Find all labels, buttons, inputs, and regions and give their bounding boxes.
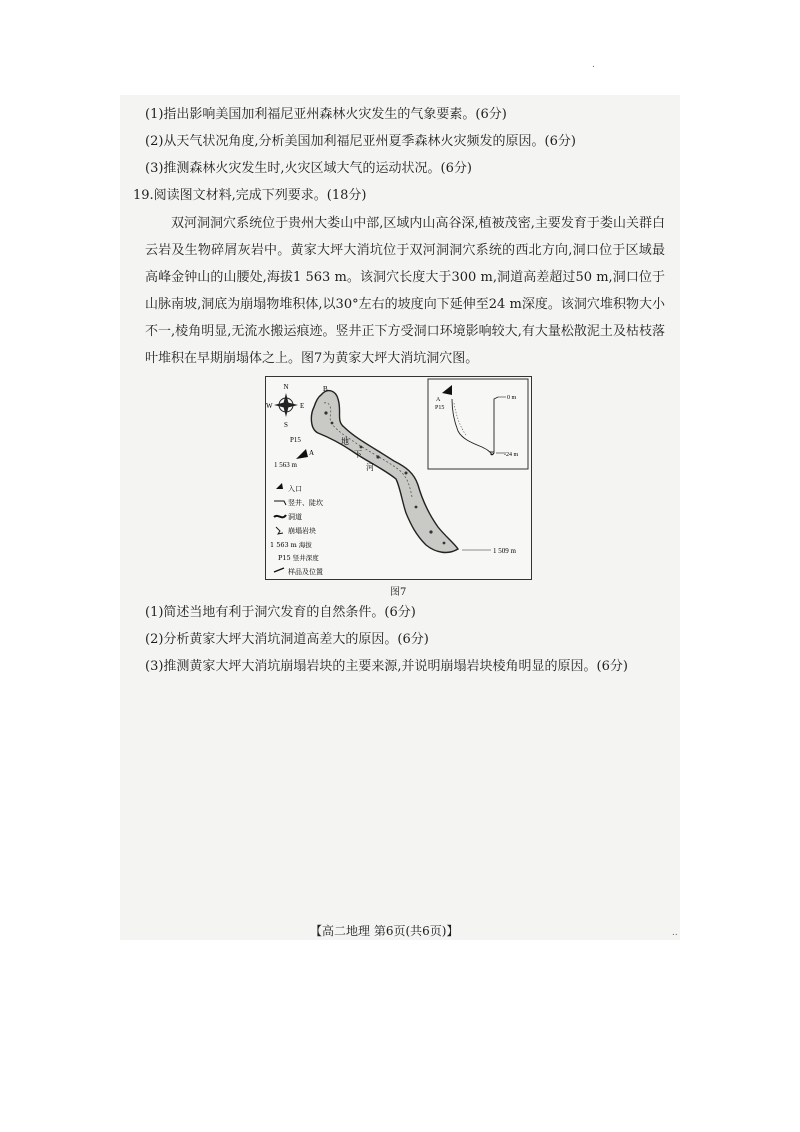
question-prev-1: (1)指出影响美国加利福尼亚州森林火灾发生的气象要素。(6分) [145, 107, 507, 122]
figure-caption: 图7 [390, 587, 407, 598]
inset-entrance-icon [442, 385, 452, 395]
question-19-3: (3)推测黄家大坪大消坑崩塌岩块的主要来源,并说明崩塌岩块棱角明显的原因。(6分) [145, 659, 628, 674]
legend-shaft-icon [274, 501, 286, 505]
question-19-1: (1)简述当地有利于洞穴发育的自然条件。(6分) [145, 605, 416, 620]
label-elev-end: 1 509 m [493, 547, 516, 555]
inset-label-b: B [490, 451, 495, 457]
page-footer: 【高二地理 第6页(共6页)】 [310, 924, 459, 938]
legend-item-elevation: 1 563 m 海拔 [270, 541, 312, 549]
compass-e: E [300, 402, 305, 410]
legend-item-shaft-depth: P15 竖井深度 [278, 554, 319, 562]
inset-profile [428, 379, 528, 469]
legend-item-sample: 样品及位置 [288, 568, 323, 576]
compass-n: N [283, 383, 289, 391]
compass-icon [266, 383, 304, 429]
legend-entrance-icon [276, 483, 283, 489]
label-river-2: 下 [354, 450, 362, 459]
inset-label-24m: -24 m [504, 452, 519, 458]
inset-label-a: A [436, 397, 441, 403]
label-river-3: 河 [366, 463, 374, 472]
legend-sample-icon [274, 568, 284, 572]
compass-s: S [284, 421, 288, 429]
legend-item-entrance: 入口 [288, 485, 302, 493]
compass-w: W [266, 402, 273, 410]
cave-passage [311, 391, 458, 553]
question-prev-3: (3)推测森林火灾发生时,火灾区域大气的运动状况。(6分) [145, 161, 472, 176]
label-river-1: 地 [341, 437, 349, 446]
label-p15: P15 [290, 436, 301, 444]
legend-item-shaft: 竖井、陡坎 [288, 499, 323, 507]
label-elev-entrance: 1 563 m [274, 461, 297, 469]
label-a: A [309, 449, 315, 457]
entrance-icon [296, 449, 308, 459]
legend-item-passage: 洞道 [288, 513, 302, 521]
question-19-2: (2)分析黄家大坪大消坑洞道高差大的原因。(6分) [145, 632, 429, 647]
label-b: B [323, 385, 328, 393]
legend [270, 483, 323, 576]
inset-label-0m: 0 m [507, 395, 517, 401]
legend-item-collapse: 崩塌岩块 [288, 527, 316, 535]
question-19-passage: 双河洞洞穴系统位于贵州大娄山中部,区域内山高谷深,植被茂密,主要发育于娄山关群白云岩及生物碎屑灰岩中。黄家大坪大消坑位于双河洞洞穴系统的西北方向,洞口位于区域最高峰金钟山的山腰处,海拔1 563 m。该洞穴长度大于300 m,洞道高差超过50 m,洞口位于山脉南坡,洞底为崩塌物堆积体,以30°左右的坡度向下延伸至24 m深度。该洞穴堆积物大小不一,棱角明显,无流水搬运痕迹。竖井正下方受洞口环境影响较大,有大量松散泥土及枯枝落叶堆积在早期崩塌体之上。图7为黄家大坪大消坑洞穴图。 [145, 216, 665, 366]
scan-speck: .. [672, 928, 678, 938]
cave-map-figure [265, 376, 532, 580]
question-19-title: 19.阅读图文材料,完成下列要求。(18分) [133, 188, 367, 203]
scan-speck: . [592, 60, 595, 70]
legend-passage-icon [274, 515, 286, 517]
question-prev-2: (2)从天气状况角度,分析美国加利福尼亚州夏季森林火灾频发的原因。(6分) [145, 134, 576, 149]
inset-label-p15: P15 [435, 405, 445, 411]
legend-collapse-icon [276, 527, 283, 534]
